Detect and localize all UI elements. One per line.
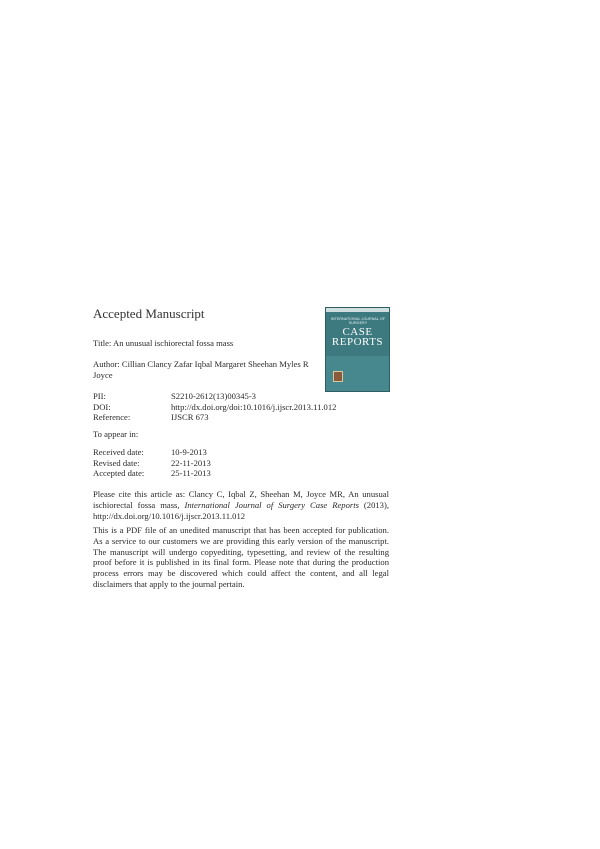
meta-value: S2210-2612(13)00345-3 — [171, 391, 256, 401]
cover-case-word: CASE — [342, 326, 373, 338]
meta-label: PII: — [93, 391, 106, 401]
to-appear-in: To appear in: — [93, 429, 139, 439]
article-title: Title: An unusual ischiorectal fossa mass — [93, 338, 234, 348]
article-meta — [93, 391, 336, 423]
page-heading: Accepted Manuscript — [93, 306, 205, 321]
date-row-accepted — [93, 468, 211, 479]
cover-reports-word: REPORTS — [331, 336, 384, 348]
date-label: Received date: — [93, 447, 144, 457]
date-row-received — [93, 447, 211, 458]
meta-label: Reference: — [93, 412, 131, 423]
date-value: 25-11-2013 — [171, 468, 211, 479]
date-label: Accepted date: — [93, 468, 145, 479]
citation-prefix: Please cite this article as: Clancy C, Iqbal Z, Sheehan M, Joyce MR, An unusual ischiorectal fossa mass, — [93, 489, 389, 510]
citation-suffix: (2013), http://dx.doi.org/10.1016/j.ijscr.2013.11.012 — [93, 499, 389, 521]
article-dates — [93, 447, 211, 479]
article-authors: Author: Cillian Clancy Zafar Iqbal Margaret Sheehan Myles R Joyce — [93, 359, 309, 380]
cover-journal-name: INTERNATIONAL JOURNAL OF SURGERY — [330, 317, 386, 325]
disclaimer-paragraph: This is a PDF file of an unedited manuscript that has been accepted for publication. As a service to our customers we are providing this early version of the manuscript. The manuscript will undergo copyediting, typesetting, and review of the resulting proof before it is published in its final form. Please note that during the production process errors may be discovered which could affect the content, and all legal disclaimers that apply to the journal pertain. — [93, 525, 389, 589]
meta-row-pii — [93, 391, 336, 402]
date-label: Revised date: — [93, 457, 140, 468]
meta-label: DOI: — [93, 401, 111, 412]
date-row-revised — [93, 458, 211, 469]
meta-value: IJSCR 673 — [171, 412, 209, 423]
journal-cover — [325, 307, 390, 392]
doi-link[interactable]: http://dx.doi.org/doi:10.1016/j.ijscr.2013.11.012 — [171, 401, 337, 412]
date-value: 22-11-2013 — [171, 457, 211, 468]
meta-row-doi — [93, 402, 336, 413]
meta-row-reference — [93, 412, 336, 423]
publisher-logo-icon — [333, 371, 343, 382]
cover-top-band — [326, 308, 389, 312]
citation-journal: International Journal of Surgery Case Reports — [184, 499, 359, 510]
date-value: 10-9-2013 — [171, 447, 207, 457]
citation-paragraph — [93, 489, 389, 521]
